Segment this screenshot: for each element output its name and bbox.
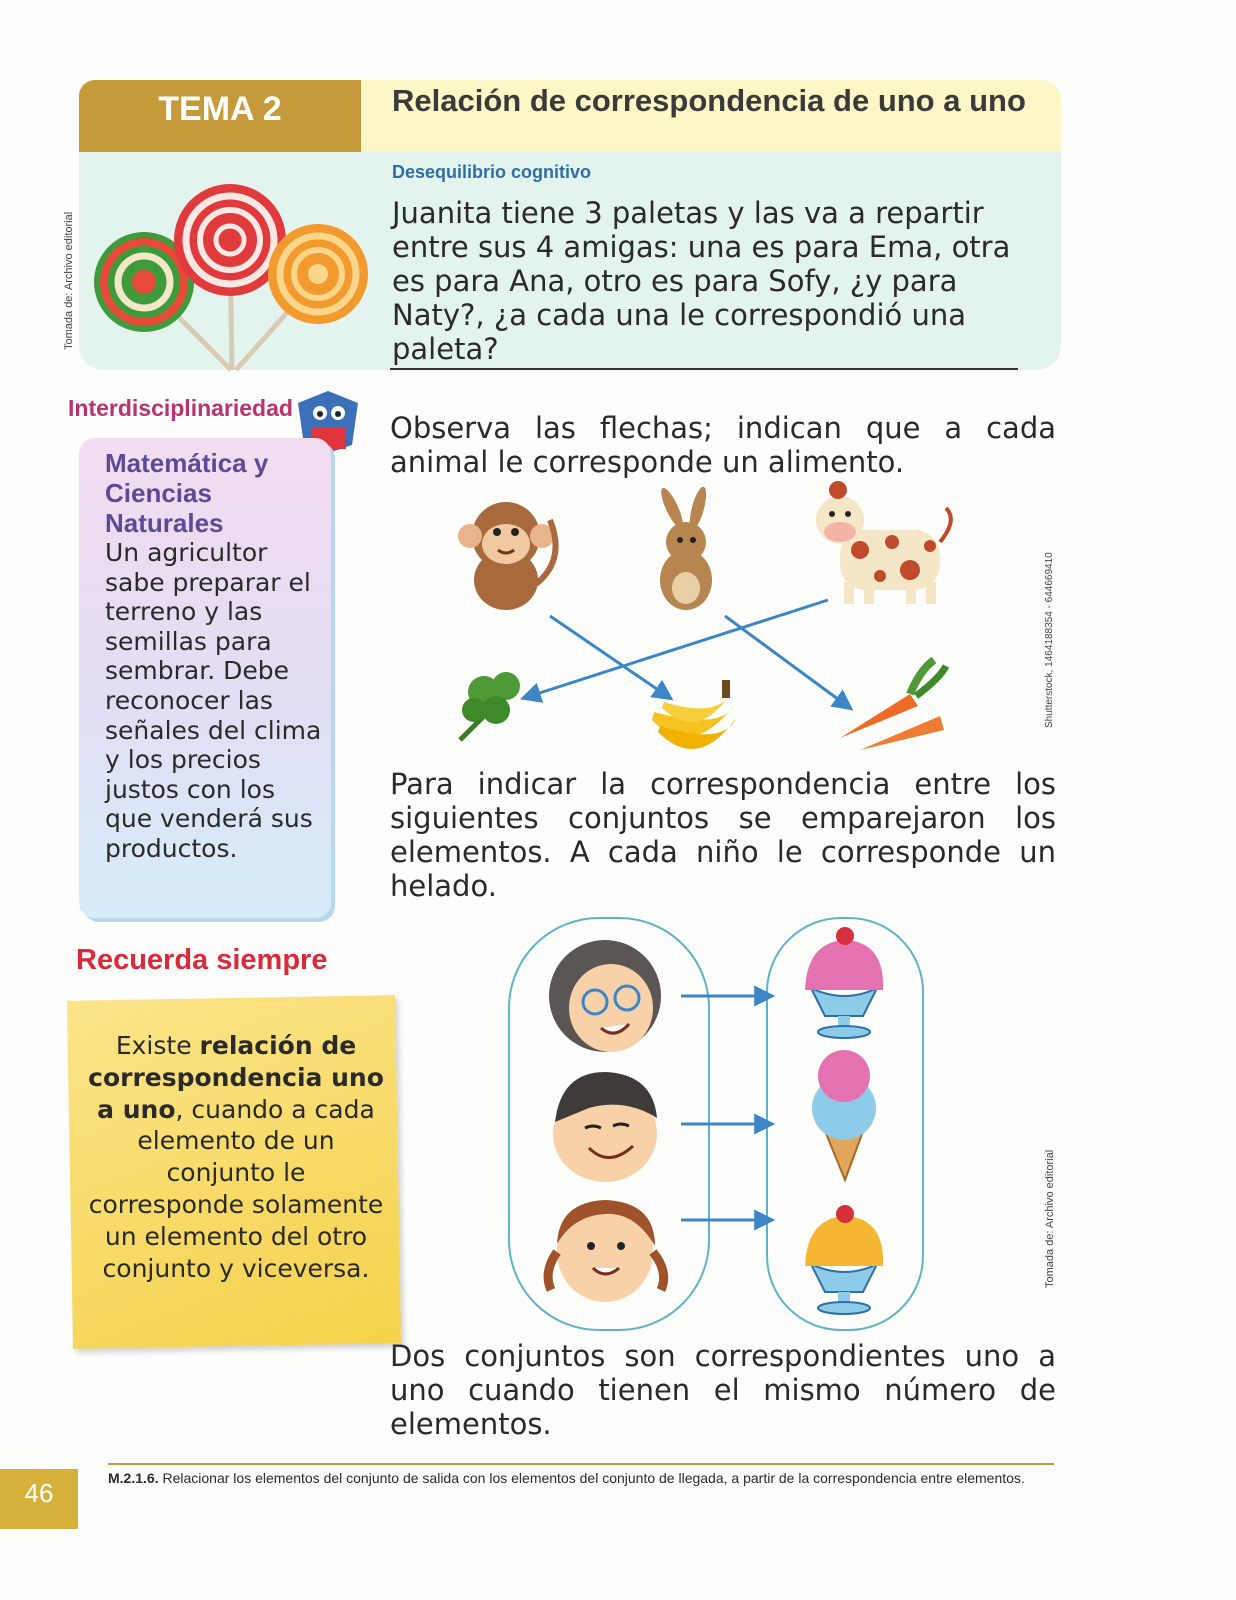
cone-icon <box>812 1050 876 1180</box>
intro-question: Juanita tiene 3 paletas y las va a repartir entre sus 4 amigas: una es para Ema, otra es para Ana, otro es para Sofy, ¿y para Naty?, ¿a cada una le correspondió una paleta? <box>392 196 1011 366</box>
animals-foods-illustration <box>440 480 980 770</box>
animals-credit: Shutterstock, 1464188354 - 644669410 <box>1044 552 1055 728</box>
carrot-icon <box>840 660 946 750</box>
tema-label: TEMA 2 <box>158 90 282 128</box>
footer-divider <box>108 1463 1054 1465</box>
girl-glasses-icon <box>549 940 661 1052</box>
animals-instruction: Observa las flechas; indican que a cada animal le corresponde un alimento. <box>390 411 1056 479</box>
sets-illustration <box>505 912 925 1338</box>
intro-subtitle: Desequilibrio cognitivo <box>392 162 592 182</box>
recuerda-definition: Existe relación de correspondencia uno a uno, cuando a cada elemento de un conjunto le corresponde solamente un elemento del otro conjunto y viceversa. <box>88 1031 384 1283</box>
skill-code-text: M.2.1.6. Relacionar los elementos del conjunto de salida con los elementos del conjunto de llegada, a partir de la correspondencia entre elementos. <box>108 1470 1025 1486</box>
sets-credit: Tomada de: Archivo editorial <box>1044 1149 1056 1288</box>
lollipop-icons <box>86 184 376 374</box>
image-credit: Tomada de: Archivo editorial <box>63 211 75 350</box>
page-title: Relación de correspondencia de uno a uno <box>392 83 1026 118</box>
interdisciplinariedad-heading: Matemática y Ciencias Naturales <box>105 448 269 538</box>
interdisciplinariedad-text: Un agricultor sabe preparar el terreno y las semillas para sembrar. Debe reconocer las señales del clima y los precios justos con los que venderá sus productos. <box>105 538 322 863</box>
parsley-icon <box>460 672 520 740</box>
banana-icon <box>652 680 736 749</box>
sundae-icon <box>805 927 883 1038</box>
sets-instruction: Para indicar la correspondencia entre los siguientes conjuntos se emparejaron los elementos. A cada niño le corresponde un helado. <box>390 767 1056 903</box>
answer-line[interactable] <box>390 368 1018 370</box>
girl-braids-icon <box>548 1200 664 1302</box>
cow-icon <box>816 481 951 604</box>
page-number: 46 <box>24 1478 54 1508</box>
arrow-rabbit-carrot <box>725 616 850 708</box>
sundae-icon <box>805 1205 883 1314</box>
boy-icon <box>553 1072 657 1182</box>
recuerda-title: Recuerda siempre <box>76 944 328 976</box>
rabbit-icon <box>657 485 712 610</box>
lollipop-orange-icon <box>268 224 368 324</box>
arrow-cow-parsley <box>524 600 828 698</box>
interdisciplinariedad-title: Interdisciplinariedad <box>68 395 293 421</box>
conclusion-text: Dos conjuntos son correspondientes uno a uno cuando tienen el mismo número de elementos. <box>390 1339 1056 1441</box>
monkey-icon <box>458 502 556 610</box>
